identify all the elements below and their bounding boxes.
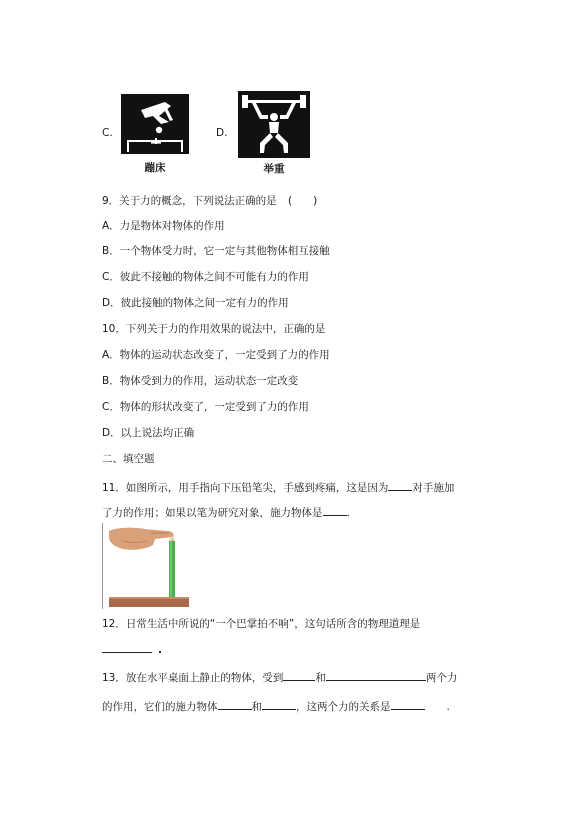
q11-blank-2[interactable] [323, 503, 347, 516]
q9-option-b: B．一个物体受力时，它一定与其他物体相互接触 [102, 245, 330, 257]
section-heading: 二、填空题 [102, 453, 155, 465]
q13-blank-2[interactable] [326, 668, 426, 681]
q11-text-b: 对手施加 [412, 482, 455, 494]
q10-stem: 10．下列关于力的作用效果的说法中，正确的是 [102, 323, 326, 335]
q11-line2 [102, 503, 350, 520]
q13-end: . [446, 701, 450, 713]
q13-text-e: 和 [251, 701, 262, 713]
q10-option-d: D．以上说法均正确 [102, 427, 195, 439]
q12-end: . [158, 644, 162, 656]
option-c-label: C. [102, 127, 113, 139]
q9-answer-paren: ( ) [288, 195, 318, 207]
q10-option-b: B．物体受到力的作用，运动状态一定改变 [102, 375, 299, 387]
q13-text-b: 和 [315, 672, 326, 684]
q11-line1 [102, 478, 454, 495]
q11-blank-1[interactable] [388, 478, 412, 491]
option-d-label: D. [216, 127, 228, 139]
q9-option-c: C．彼此不接触的物体之间不可能有力的作用 [102, 271, 309, 283]
q13-text-d: 的作用，它们的施力物体 [102, 701, 218, 713]
q13-line1 [102, 668, 457, 685]
weightlifting-pictogram-icon [238, 91, 310, 158]
q13-blank-3[interactable] [218, 697, 252, 710]
q11-text-d: . [346, 507, 350, 519]
q13-text-f: ，这两个力的关系是 [296, 701, 391, 713]
q9-stem [102, 193, 317, 208]
q9-stem-text: 9．关于力的概念，下列说法正确的是 [102, 195, 277, 207]
q13-text-c: 两个力 [425, 672, 458, 684]
trampoline-caption: 蹦床 [144, 162, 166, 174]
q13-blank-5[interactable] [391, 697, 425, 710]
q13-text-a: 13．放在水平桌面上静止的物体，受到 [102, 672, 284, 684]
q11-text-a: 11．如图所示，用手指向下压铅笔尖，手感到疼痛，这是因为 [102, 482, 389, 494]
q12-line2 [102, 640, 162, 656]
q12-line1: 12．日常生活中所说的“一个巴掌拍不响”，这句话所含的物理道理是 [102, 618, 421, 630]
q11-text-c: 了力的作用；如果以笔为研究对象，施力物体是 [102, 507, 323, 519]
trampoline-pictogram-icon [121, 94, 189, 154]
q10-option-c: C．物体的形状改变了，一定受到了力的作用 [102, 401, 309, 413]
q9-option-d: D．彼此接触的物体之间一定有力的作用 [102, 297, 289, 309]
q9-option-a: A．力是物体对物体的作用 [102, 220, 225, 232]
q10-option-a: A．物体的运动状态改变了，一定受到了力的作用 [102, 349, 330, 361]
q13-line2 [102, 697, 450, 714]
weightlifting-caption: 举重 [263, 163, 285, 175]
finger-pressing-pencil-photo [102, 523, 189, 609]
q13-blank-4[interactable] [262, 697, 296, 710]
q12-blank[interactable] [102, 640, 152, 653]
q13-blank-1[interactable] [283, 668, 315, 681]
